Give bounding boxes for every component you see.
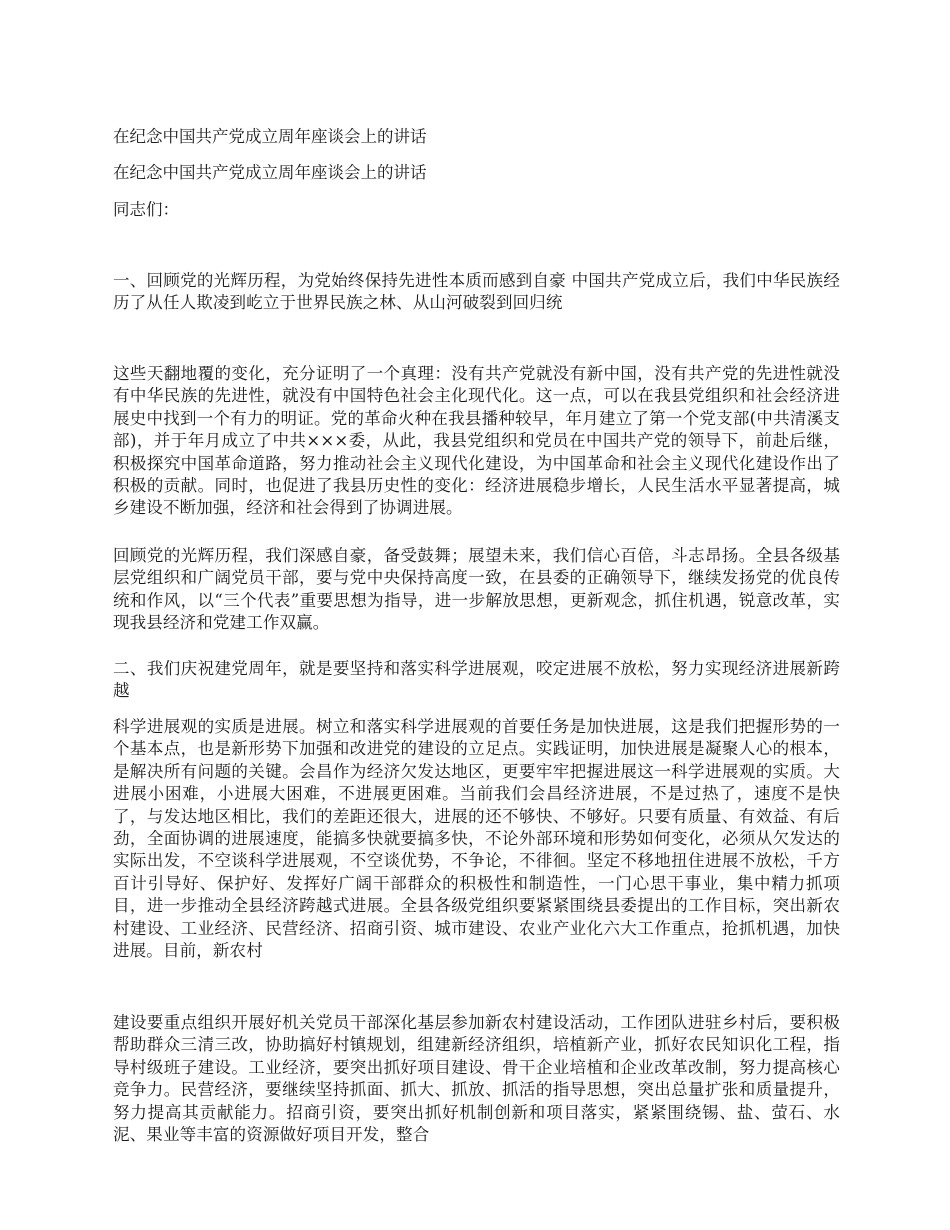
paragraph-2: 回顾党的光辉历程，我们深感自豪，备受鼓舞；展望未来，我们信心百倍，斗志昂扬。全县各级基层党组织和广阔党员干部，要与党中央保持高度一致，在县委的正确领导下，继续发扬党的优良传统和作风，以“三个代表”重要思想为指导，进一步解放思想，更新观念，抓住机遇，锐意改革，实现我县经济和党建工作双赢。 bbox=[113, 546, 840, 633]
section-heading-2: 二、我们庆祝建党周年，就是要坚持和落实科学进展观，咬定进展不放松，努力实现经济进展新跨越 bbox=[113, 659, 840, 701]
document-title: 在纪念中国共产党成立周年座谈会上的讲话 bbox=[113, 127, 427, 146]
document-subtitle: 在纪念中国共产党成立周年座谈会上的讲话 bbox=[113, 163, 427, 182]
salutation: 同志们： bbox=[113, 200, 179, 219]
section-heading-1: 一、回顾党的光辉历程，为党始终保持先进性本质而感到自豪 中国共产党成立后，我们中华民族经历了从任人欺凌到屹立于世界民族之林、从山河破裂到回归统 bbox=[113, 271, 840, 313]
paragraph-4: 建设要重点组织开展好机关党员干部深化基层参加新农村建设活动，工作团队进驻乡村后，要积极帮助群众三清三改，协助搞好村镇规划，组建新经济组织，培植新产业，抓好农民知识化工程，指导村级班子建设。工业经济，要突出抓好项目建设、骨干企业培植和企业改革改制，努力提高核心竞争力。民营经济，要继续坚持抓面、抓大、抓放、抓活的指导思想，突出总量扩张和质量提升，努力提高其贡献能力。招商引资，要突出抓好机制创新和项目落实，紧紧围绕锡、盐、萤石、水泥、果业等丰富的资源做好项目开发，整合 bbox=[113, 1013, 840, 1145]
paragraph-3: 科学进展观的实质是进展。树立和落实科学进展观的首要任务是加快进展，这是我们把握形势的一个基本点，也是新形势下加强和改进党的建设的立足点。实践证明，加快进展是凝聚人心的根本，是解决所有问题的关键。会昌作为经济欠发达地区，更要牢牢把握进展这一科学进展观的实质。大进展小困难，小进展大困难，不进展更困难。当前我们会昌经济进展，不是过热了，速度不是快了，与发达地区相比，我们的差距还很大，进展的还不够快、不够好。只要有质量、有效益、有后劲，全面协调的进展速度，能搞多快就要搞多快，不论外部环境和形势如何变化，必须从欠发达的实际出发，不空谈科学进展观，不空谈优势，不争论，不徘徊。坚定不移地扭住进展不放松，千方百计引导好、保护好、发挥好广阔干部群众的积极性和制造性，一门心思干事业，集中精力抓项目，进一步推动全县经济跨越式进展。全县各级党组织要紧紧围绕县委提出的工作目标，突出新农村建设、工业经济、民营经济、招商引资、城市建设、农业产业化六大工作重点，抢抓机遇，加快进展。目前，新农村 bbox=[113, 717, 840, 961]
paragraph-1: 这些天翻地覆的变化，充分证明了一个真理：没有共产党就没有新中国，没有共产党的先进性就没有中华民族的先进性，就没有中国特色社会主化现代化。这一点，可以在我县党组织和社会经济进展史中找到一个有力的明证。党的革命火种在我县播种较早，年月建立了第一个党支部(中共清溪支部)，并于年月成立了中共×××委，从此，我县党组织和党员在中国共产党的领导下，前赴后继，积极探究中国革命道路，努力推动社会主义现代化建设，为中国革命和社会主义现代化建设作出了积极的贡献。同时，也促进了我县历史性的变化：经济进展稳步增长，人民生活水平显著提高，城乡建设不断加强，经济和社会得到了协调进展。 bbox=[113, 364, 840, 518]
